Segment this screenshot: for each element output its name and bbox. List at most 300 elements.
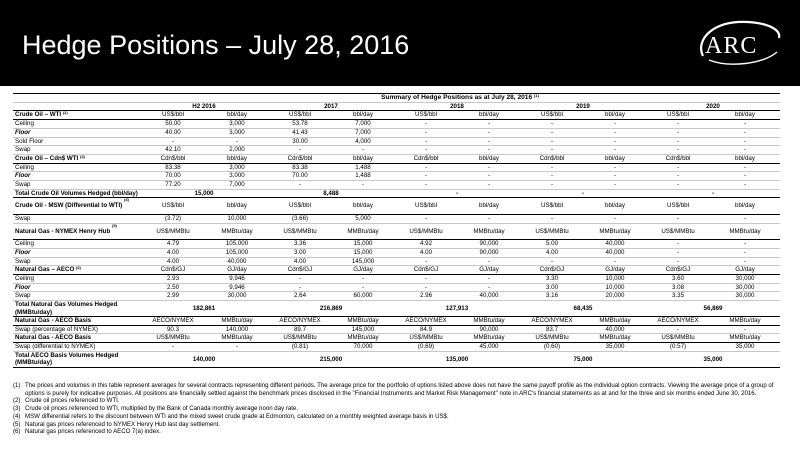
- footnote-text: MSW differential refers to the discount between WTI and the mixed sweet crude grade at Edmonton, calculated on a monthly weighted average basis in US$.: [25, 412, 449, 420]
- table-cell: -: [458, 128, 520, 137]
- table-cell: 10,000: [206, 214, 268, 223]
- table-cell: US$/MMBtu: [140, 334, 206, 343]
- table-cell: -: [332, 146, 394, 155]
- table-cell: -: [710, 120, 780, 129]
- table-cell: US$/MMBtu: [140, 223, 206, 240]
- table-cell: 30,000: [710, 274, 780, 283]
- table-cell: 10,000: [584, 274, 646, 283]
- table-cell: -: [332, 283, 394, 292]
- table-cell: MMBtu/day: [458, 223, 520, 240]
- table-cell: bbl/day: [206, 198, 268, 215]
- table-row: [13, 214, 780, 223]
- table-cell: 90,000: [458, 248, 520, 257]
- table-cell: MMBtu/day: [332, 223, 394, 240]
- table-cell: bbl/day: [332, 154, 394, 163]
- table-row: [13, 292, 780, 301]
- table-cell: MMBtu/day: [206, 317, 268, 326]
- row-label: Ceiling: [13, 274, 140, 283]
- table-cell: MMBtu/day: [710, 334, 780, 343]
- table-cell: -: [458, 120, 520, 129]
- table-cell: 10,000: [584, 283, 646, 292]
- row-label: Swap: [13, 257, 140, 266]
- table-cell: 7,000: [332, 120, 394, 129]
- row-label: Swap: [13, 146, 140, 155]
- table-cell: 35,000: [710, 343, 780, 352]
- table-cell: 40,000: [458, 292, 520, 301]
- table-row: [13, 128, 780, 137]
- table-cell: -: [584, 163, 646, 172]
- table-cell: 40,000: [584, 240, 646, 249]
- table-cell: (0.57): [646, 343, 710, 352]
- table-cell: (3.72): [140, 214, 206, 223]
- table-cell: 3.16: [520, 292, 584, 301]
- table-row: [13, 325, 780, 334]
- table-cell: (3.66): [268, 214, 332, 223]
- section-header-row: [13, 334, 780, 343]
- footnote-text: Crude oil prices referenced to WTI, multiplied by the Bank of Canada monthly average noon day rate.: [25, 405, 299, 413]
- table-cell: -: [710, 257, 780, 266]
- table-cell: 4.00: [520, 248, 584, 257]
- table-cell: -: [646, 248, 710, 257]
- table-cell: Cdn$/bbl: [520, 154, 584, 163]
- table-cell: -: [584, 137, 646, 146]
- table-cell: 2.93: [140, 274, 206, 283]
- table-cell: AECO/NYMEX: [520, 317, 584, 326]
- table-cell: US$/bbl: [394, 111, 458, 120]
- total-cell: 140,000: [140, 351, 268, 367]
- table-cell: -: [458, 146, 520, 155]
- table-cell: AECO/NYMEX: [268, 317, 332, 326]
- table-row: [13, 248, 780, 257]
- total-row: [13, 301, 780, 317]
- table-cell: -: [394, 181, 458, 190]
- table-row: [13, 240, 780, 249]
- table-cell: -: [710, 172, 780, 181]
- summary-header-row: [13, 94, 780, 103]
- section-header-row: [13, 317, 780, 326]
- table-cell: 40,000: [584, 325, 646, 334]
- table-cell: -: [140, 137, 206, 146]
- row-label: Ceiling: [13, 240, 140, 249]
- table-cell: -: [394, 283, 458, 292]
- table-row: [13, 181, 780, 190]
- hedge-table: [13, 93, 780, 368]
- table-cell: Cdn$/GJ: [520, 266, 584, 275]
- table-cell: 5.00: [520, 240, 584, 249]
- table-cell: AECO/NYMEX: [394, 317, 458, 326]
- table-cell: -: [646, 240, 710, 249]
- table-cell: -: [646, 257, 710, 266]
- logo-text: ARC: [705, 33, 758, 59]
- total-cell: 15,000: [140, 189, 268, 198]
- table-cell: 90.3: [140, 325, 206, 334]
- table-cell: Cdn$/GJ: [646, 266, 710, 275]
- table-cell: US$/MMBtu: [646, 334, 710, 343]
- table-cell: -: [710, 181, 780, 190]
- table-cell: -: [332, 274, 394, 283]
- summary-title: Summary of Hedge Positions as at July 28, 2016 $^{(1)}$: [140, 94, 780, 103]
- row-label: Swap: [13, 214, 140, 223]
- total-cell: 216,869: [268, 301, 394, 317]
- row-label: Ceiling: [13, 120, 140, 129]
- table-cell: 4.92: [394, 240, 458, 249]
- table-cell: -: [646, 325, 710, 334]
- table-cell: 3.60: [646, 274, 710, 283]
- table-row: [13, 146, 780, 155]
- footnote-text: Crude oil prices referenced to WTI.: [25, 397, 120, 405]
- table-cell: GJ/day: [584, 266, 646, 275]
- table-cell: Cdn$/bbl: [140, 154, 206, 163]
- table-cell: -: [646, 137, 710, 146]
- table-cell: -: [458, 257, 520, 266]
- table-cell: Cdn$/bbl: [646, 154, 710, 163]
- total-cell: -: [520, 189, 646, 198]
- table-cell: -: [520, 163, 584, 172]
- table-cell: 77.20: [140, 181, 206, 190]
- footnote-number: (1): [13, 382, 21, 389]
- table-cell: GJ/day: [206, 266, 268, 275]
- table-cell: 4.00: [268, 257, 332, 266]
- table-cell: 4,000: [332, 137, 394, 146]
- footnotes: [13, 382, 783, 436]
- table-cell: -: [646, 146, 710, 155]
- table-cell: -: [710, 128, 780, 137]
- table-cell: 70.00: [140, 172, 206, 181]
- table-cell: GJ/day: [332, 266, 394, 275]
- table-cell: -: [394, 214, 458, 223]
- table-cell: bbl/day: [206, 111, 268, 120]
- row-label: Natural Gas - NYMEX Henry Hub $^{(5)}$: [13, 223, 140, 240]
- table-cell: Cdn$/GJ: [268, 266, 332, 275]
- table-cell: -: [520, 137, 584, 146]
- table-cell: bbl/day: [584, 154, 646, 163]
- total-cell: 127,913: [394, 301, 520, 317]
- table-cell: -: [520, 214, 584, 223]
- row-label: Floor: [13, 283, 140, 292]
- table-cell: MMBtu/day: [584, 223, 646, 240]
- table-cell: 3,000: [206, 128, 268, 137]
- section-header-row: [13, 111, 780, 120]
- table-cell: US$/bbl: [268, 198, 332, 215]
- table-cell: 15,000: [332, 240, 394, 249]
- table-cell: 4.00: [394, 248, 458, 257]
- row-label: Swap (differential to NYMEX): [13, 343, 140, 352]
- table-cell: -: [394, 120, 458, 129]
- footnote: [13, 421, 783, 429]
- row-label: Ceiling: [13, 163, 140, 172]
- table-cell: US$/bbl: [520, 111, 584, 120]
- table-cell: 5,000: [332, 214, 394, 223]
- table-cell: Cdn$/GJ: [394, 266, 458, 275]
- total-row: [13, 351, 780, 367]
- row-label: Swap: [13, 292, 140, 301]
- table-cell: -: [394, 128, 458, 137]
- row-label: Floor: [13, 128, 140, 137]
- section-header-row: [13, 198, 780, 215]
- table-cell: 7,000: [206, 181, 268, 190]
- table-cell: -: [646, 181, 710, 190]
- table-cell: 40,000: [206, 257, 268, 266]
- section-header-row: [13, 266, 780, 275]
- table-cell: 30,000: [206, 292, 268, 301]
- table-cell: bbl/day: [332, 111, 394, 120]
- footnote: [13, 397, 783, 405]
- footnote: [13, 405, 783, 413]
- table-cell: bbl/day: [206, 154, 268, 163]
- table-cell: 9,946: [206, 274, 268, 283]
- table-cell: -: [646, 163, 710, 172]
- table-cell: 1,488: [332, 163, 394, 172]
- table-cell: 83.38: [268, 163, 332, 172]
- table-cell: bbl/day: [584, 198, 646, 215]
- table-cell: 3.08: [646, 283, 710, 292]
- year-header: 2020: [646, 102, 780, 111]
- table-cell: 4.79: [140, 240, 206, 249]
- table-cell: -: [394, 172, 458, 181]
- total-row: [13, 189, 780, 198]
- row-label: Total AECO Basis Volumes Hedged (MMBtu/day): [13, 351, 140, 367]
- table-cell: US$/MMBtu: [394, 223, 458, 240]
- table-cell: 3.36: [268, 240, 332, 249]
- table-cell: 70.00: [268, 172, 332, 181]
- table-cell: -: [458, 172, 520, 181]
- row-label: Natural Gas – AECO $^{(6)}$: [13, 266, 140, 275]
- table-cell: -: [520, 172, 584, 181]
- total-cell: 68,435: [520, 301, 646, 317]
- table-cell: -: [710, 146, 780, 155]
- table-cell: -: [268, 181, 332, 190]
- table-cell: -: [584, 172, 646, 181]
- table-cell: 90,000: [458, 325, 520, 334]
- table-cell: -: [458, 283, 520, 292]
- table-cell: -: [206, 343, 268, 352]
- table-cell: 3.35: [646, 292, 710, 301]
- table-cell: 3,000: [206, 163, 268, 172]
- table-cell: GJ/day: [458, 266, 520, 275]
- table-cell: -: [584, 214, 646, 223]
- table-cell: AECO/NYMEX: [646, 317, 710, 326]
- footnote-number: (3): [13, 405, 21, 413]
- table-cell: 3,000: [206, 172, 268, 181]
- table-cell: -: [458, 181, 520, 190]
- table-cell: 4.00: [140, 248, 206, 257]
- table-cell: bbl/day: [710, 154, 780, 163]
- year-header: 2019: [520, 102, 646, 111]
- table-cell: -: [268, 274, 332, 283]
- table-cell: (0.69): [394, 343, 458, 352]
- row-label: Floor: [13, 172, 140, 181]
- table-cell: US$/MMBtu: [394, 334, 458, 343]
- table-cell: 83.7: [520, 325, 584, 334]
- table-cell: 140,000: [206, 325, 268, 334]
- table-cell: MMBtu/day: [584, 334, 646, 343]
- header-bar: [0, 0, 800, 86]
- table-cell: MMBtu/day: [584, 317, 646, 326]
- year-header: H2 2016: [140, 102, 268, 111]
- footnote-text: Natural gas prices referenced to NYMEX Henry Hub last day settlement.: [25, 420, 221, 428]
- table-cell: 41.43: [268, 128, 332, 137]
- table-cell: Cdn$/bbl: [394, 154, 458, 163]
- table-cell: 2,000: [206, 146, 268, 155]
- table-cell: -: [646, 214, 710, 223]
- total-cell: 75,000: [520, 351, 646, 367]
- table-cell: -: [268, 146, 332, 155]
- table-cell: 40.00: [140, 128, 206, 137]
- table-cell: US$/bbl: [394, 198, 458, 215]
- table-cell: -: [710, 325, 780, 334]
- table-cell: -: [520, 120, 584, 129]
- table-cell: -: [646, 172, 710, 181]
- year-header-row: [13, 102, 780, 111]
- row-label: Crude Oil - MSW (Differential to WTI) $^{(4)}$: [13, 198, 140, 215]
- total-cell: 35,000: [646, 351, 780, 367]
- table-cell: bbl/day: [458, 198, 520, 215]
- table-cell: 3.00: [268, 248, 332, 257]
- table-cell: 30.00: [268, 137, 332, 146]
- table-cell: -: [710, 137, 780, 146]
- table-cell: 3,000: [206, 120, 268, 129]
- table-cell: MMBtu/day: [206, 334, 268, 343]
- table-cell: AECO/NYMEX: [140, 317, 206, 326]
- table-cell: -: [584, 257, 646, 266]
- row-label: Total Crude Oil Volumes Hedged (bbl/day): [13, 189, 140, 198]
- table-cell: -: [520, 257, 584, 266]
- table-cell: 20,000: [584, 292, 646, 301]
- table-cell: 30,000: [710, 292, 780, 301]
- table-cell: Cdn$/bbl: [268, 154, 332, 163]
- table-cell: -: [140, 343, 206, 352]
- footnote-number: (2): [13, 397, 21, 405]
- year-header: 2018: [394, 102, 520, 111]
- table-cell: 7,000: [332, 128, 394, 137]
- arc-logo: [689, 16, 783, 72]
- table-cell: -: [646, 120, 710, 129]
- table-cell: -: [710, 163, 780, 172]
- table-cell: -: [584, 181, 646, 190]
- table-cell: -: [268, 283, 332, 292]
- table-cell: 40,000: [584, 248, 646, 257]
- table-cell: US$/MMBtu: [520, 334, 584, 343]
- table-cell: -: [520, 128, 584, 137]
- table-cell: 3.00: [520, 283, 584, 292]
- total-cell: 215,000: [268, 351, 394, 367]
- table-cell: US$/MMBtu: [646, 223, 710, 240]
- table-cell: (0.60): [520, 343, 584, 352]
- footnote: [13, 382, 783, 397]
- table-cell: bbl/day: [458, 154, 520, 163]
- table-cell: -: [394, 274, 458, 283]
- table-row: [13, 120, 780, 129]
- table-cell: Cdn$/GJ: [140, 266, 206, 275]
- table-cell: MMBtu/day: [458, 334, 520, 343]
- table-cell: MMBtu/day: [206, 223, 268, 240]
- table-cell: -: [584, 128, 646, 137]
- section-header-row: [13, 223, 780, 240]
- table-cell: -: [394, 257, 458, 266]
- table-cell: 1,488: [332, 172, 394, 181]
- table-cell: -: [520, 146, 584, 155]
- table-cell: -: [458, 214, 520, 223]
- table-cell: -: [458, 137, 520, 146]
- table-cell: US$/bbl: [268, 111, 332, 120]
- table-cell: -: [394, 137, 458, 146]
- row-label: Natural Gas - AECO Basis: [13, 317, 140, 326]
- table-row: [13, 343, 780, 352]
- table-cell: -: [520, 181, 584, 190]
- table-cell: -: [710, 248, 780, 257]
- row-label: Swap (percentage of NYMEX): [13, 325, 140, 334]
- table-cell: 60,000: [332, 292, 394, 301]
- table-cell: 3.30: [520, 274, 584, 283]
- table-cell: US$/bbl: [646, 111, 710, 120]
- table-cell: US$/bbl: [140, 111, 206, 120]
- table-cell: bbl/day: [458, 111, 520, 120]
- table-cell: 89.7: [268, 325, 332, 334]
- table-cell: 70,000: [332, 343, 394, 352]
- page-title: Hedge Positions – July 28, 2016: [22, 30, 410, 60]
- table-cell: 2.50: [140, 283, 206, 292]
- footnote: [13, 428, 783, 436]
- table-row: [13, 283, 780, 292]
- section-header-row: [13, 154, 780, 163]
- table-cell: -: [206, 137, 268, 146]
- row-label: Natural Gas - AECO Basis: [13, 334, 140, 343]
- table-row: [13, 274, 780, 283]
- table-cell: US$/MMBtu: [520, 223, 584, 240]
- table-cell: -: [710, 240, 780, 249]
- row-label: Floor: [13, 248, 140, 257]
- table-cell: GJ/day: [710, 266, 780, 275]
- total-cell: -: [394, 189, 520, 198]
- table-cell: bbl/day: [710, 198, 780, 215]
- table-cell: 50.00: [140, 120, 206, 129]
- table-cell: 2.96: [394, 292, 458, 301]
- footnote-text: Natural gas prices referenced to AECO 7(a) index.: [25, 428, 161, 436]
- table-cell: MMBtu/day: [710, 317, 780, 326]
- table-cell: -: [458, 274, 520, 283]
- table-row: [13, 163, 780, 172]
- footnote-number: (5): [13, 420, 21, 428]
- table-cell: 145,000: [332, 325, 394, 334]
- table-row: [13, 172, 780, 181]
- table-cell: 105,000: [206, 240, 268, 249]
- table-cell: MMBtu/day: [332, 317, 394, 326]
- row-label: Sold Floor: [13, 137, 140, 146]
- total-cell: 56,869: [646, 301, 780, 317]
- total-cell: 135,000: [394, 351, 520, 367]
- table-cell: US$/MMBtu: [268, 334, 332, 343]
- table-cell: 53.78: [268, 120, 332, 129]
- footnote-text: The prices and volumes in this table represent averages for several contracts representing different periods. The average price for the portfolio of options listed above does not have the same payoff profile as the individual option contracts. Viewing the average price of a group of options is purely for indicative purposes. All positions are financially settled against the benchmark prices disclosed in the "Financial Instruments and Market Risk Management" note in ARC's financial statements as at and for the three and six months ended June 30, 2016.: [25, 382, 774, 397]
- table-cell: bbl/day: [332, 198, 394, 215]
- row-label: Crude Oil – WTI $^{(2)}$: [13, 111, 140, 120]
- table-cell: -: [394, 163, 458, 172]
- row-label: Crude Oil – Cdn$ WTI $^{(3)}$: [13, 154, 140, 163]
- year-header: 2017: [268, 102, 394, 111]
- table-cell: -: [646, 128, 710, 137]
- table-cell: US$/MMBtu: [268, 223, 332, 240]
- table-cell: 105,000: [206, 248, 268, 257]
- table-cell: bbl/day: [710, 111, 780, 120]
- table-cell: 145,000: [332, 257, 394, 266]
- table-cell: -: [394, 146, 458, 155]
- table-cell: -: [584, 120, 646, 129]
- table-cell: -: [332, 181, 394, 190]
- total-cell: -: [646, 189, 780, 198]
- table-cell: bbl/day: [584, 111, 646, 120]
- footnote: [13, 413, 783, 421]
- table-cell: MMBtu/day: [332, 334, 394, 343]
